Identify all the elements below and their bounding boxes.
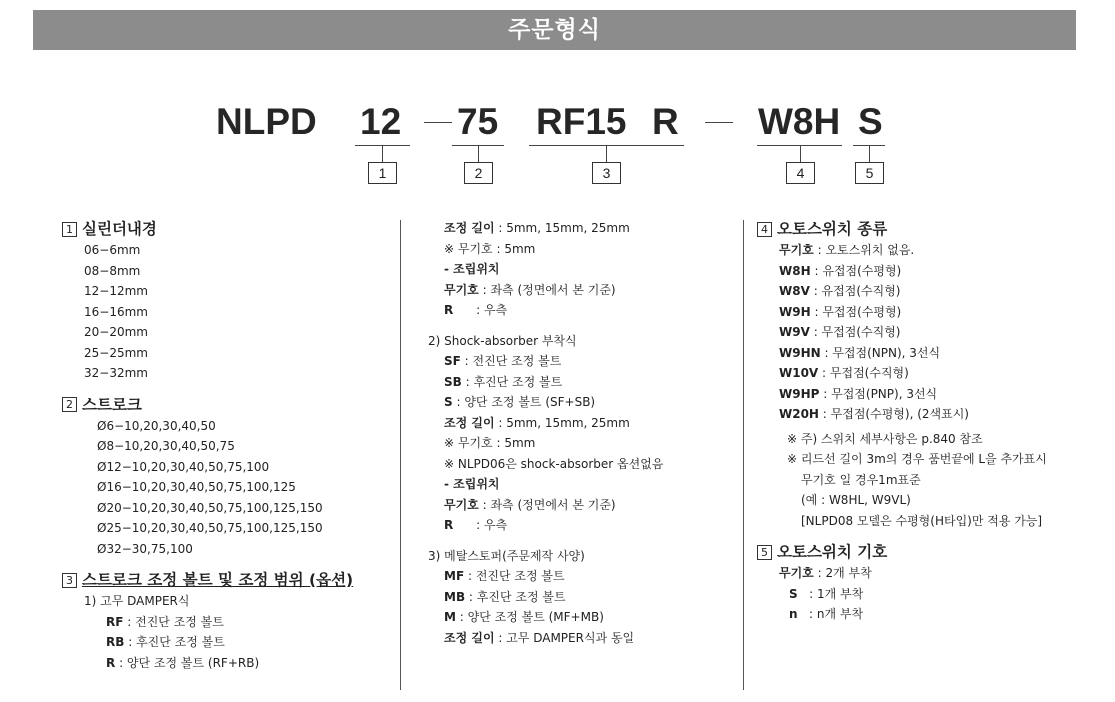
section-number-box: 5 bbox=[757, 545, 772, 560]
list-item: 무기호 : 좌측 (정면에서 본 기준) bbox=[444, 497, 616, 512]
section-stroke bbox=[62, 394, 392, 416]
note: [NLPD08 모델은 수평형(H타입)만 적용 가능] bbox=[801, 513, 1043, 528]
note: 무기호 일 경우1m표준 bbox=[801, 472, 921, 487]
code-stroke: 75 bbox=[457, 101, 499, 142]
sub-heading: 2) Shock-absorber 부착식 bbox=[428, 333, 577, 348]
note: ※ 주) 스위치 세부사항은 p.840 참조 bbox=[787, 431, 983, 446]
index-box-4: 4 bbox=[786, 162, 815, 184]
code-position: R bbox=[652, 101, 679, 142]
list-item: MB : 후진단 조정 볼트 bbox=[444, 589, 566, 604]
list-item: 무기호 : 2개 부착 bbox=[779, 566, 872, 580]
list-item: W9HP : 무접점(PNP), 3선식 bbox=[779, 386, 938, 401]
code-connector-4 bbox=[800, 145, 801, 162]
list-item: MF : 전진단 조정 볼트 bbox=[444, 569, 565, 583]
list-item: 08−8mm bbox=[84, 263, 141, 278]
code-connector-5 bbox=[869, 145, 870, 162]
list-item: W8H : 유접점(수평형) bbox=[779, 263, 902, 278]
list-item: R : 양단 조정 볼트 (RF+RB) bbox=[106, 655, 260, 670]
section-title: 오토스위치 기호 bbox=[777, 543, 888, 561]
code-switch-qty: S bbox=[858, 101, 883, 142]
list-item: Ø8−10,20,30,40,50,75 bbox=[97, 439, 235, 453]
list-item: W9HN : 무접점(NPN), 3선식 bbox=[779, 345, 941, 360]
list-item: SB : 후진단 조정 볼트 bbox=[444, 374, 563, 389]
list-item: 12−12mm bbox=[84, 284, 148, 298]
code-connector-3 bbox=[606, 145, 607, 162]
list-item: W9V : 무접점(수직형) bbox=[779, 325, 901, 339]
list-item: 16−16mm bbox=[84, 304, 148, 319]
sub-heading: 3) 메탈스토퍼(주문제작 사양) bbox=[428, 548, 585, 563]
section-number-box: 4 bbox=[757, 222, 772, 237]
section-title: 스트로크 bbox=[82, 395, 142, 414]
section-title: 스트로크 조정 볼트 및 조정 범위 (옵션) bbox=[82, 571, 354, 589]
list-item: 무기호 : 오토스위치 없음. bbox=[779, 243, 915, 257]
index-box-1: 1 bbox=[368, 162, 397, 184]
note: ※ 리드선 길이 3m의 경우 품번끝에 L을 추가표시 bbox=[787, 452, 1047, 466]
column-3 bbox=[757, 218, 1097, 625]
column-divider-2 bbox=[743, 220, 744, 690]
list-item: 20−20mm bbox=[84, 325, 148, 339]
section-auto-switch-symbol bbox=[757, 541, 1097, 563]
list-item: Ø32−30,75,100 bbox=[97, 541, 193, 556]
page-title: 주문형식 bbox=[33, 10, 1076, 50]
list-item: Ø16−10,20,30,40,50,75,100,125 bbox=[97, 480, 296, 494]
index-box-5: 5 bbox=[855, 162, 884, 184]
list-item: Ø6−10,20,30,40,50 bbox=[97, 418, 216, 433]
sub-heading: - 조립위치 bbox=[444, 477, 500, 491]
code-bore: 12 bbox=[360, 101, 402, 142]
list-item: W10V : 무접점(수직형) bbox=[779, 366, 909, 380]
list-item: RF : 전진단 조정 볼트 bbox=[106, 614, 224, 629]
column-1 bbox=[62, 218, 392, 673]
section-title: 실린더내경 bbox=[82, 220, 157, 238]
list-item: RB : 후진단 조정 볼트 bbox=[106, 635, 225, 649]
code-switch: W8H bbox=[758, 101, 841, 142]
list-item: 25−25mm bbox=[84, 345, 148, 360]
section-stroke-adjust bbox=[62, 569, 392, 591]
note: ※ 무기호 : 5mm bbox=[444, 436, 536, 450]
index-box-3: 3 bbox=[592, 162, 621, 184]
sub-heading: - 조립위치 bbox=[444, 262, 500, 276]
list-item: 06−6mm bbox=[84, 243, 141, 257]
note: ※ NLPD06은 shock-absorber 옵션없음 bbox=[444, 456, 664, 471]
section-number-box: 1 bbox=[62, 222, 77, 237]
code-connector-1 bbox=[382, 145, 383, 162]
code-dash-2 bbox=[705, 122, 733, 123]
section-number-box: 3 bbox=[62, 573, 77, 588]
section-bore bbox=[62, 218, 392, 240]
list-item: n : n개 부착 bbox=[789, 607, 864, 621]
column-2 bbox=[428, 218, 739, 648]
list-item: R : 우측 bbox=[444, 303, 508, 317]
list-item: W20H : 무접점(수평형), (2색표시) bbox=[779, 407, 969, 421]
list-item: 조정 길이 : 5mm, 15mm, 25mm bbox=[444, 221, 630, 235]
list-item: 조정 길이 : 고무 DAMPER식과 동일 bbox=[444, 630, 635, 645]
list-item: Ø20−10,20,30,40,50,75,100,125,150 bbox=[97, 500, 323, 515]
list-item: S : 양단 조정 볼트 (SF+SB) bbox=[444, 395, 596, 409]
section-number-box: 2 bbox=[62, 397, 77, 412]
note: (예 : W8HL, W9VL) bbox=[801, 493, 911, 507]
code-series: NLPD bbox=[216, 101, 317, 142]
section-title: 오토스위치 종류 bbox=[777, 220, 888, 238]
note: ※ 무기호 : 5mm bbox=[444, 241, 536, 256]
section-auto-switch-type bbox=[757, 218, 1097, 240]
list-item: R : 우측 bbox=[444, 518, 508, 532]
list-item: M : 양단 조정 볼트 (MF+MB) bbox=[444, 610, 604, 624]
sub-heading: 1) 고무 DAMPER식 bbox=[84, 594, 190, 608]
list-item: W9H : 무접점(수평형) bbox=[779, 304, 902, 319]
list-item: SF : 전진단 조정 볼트 bbox=[444, 354, 562, 368]
list-item: 32−32mm bbox=[84, 366, 148, 380]
list-item: S : 1개 부착 bbox=[789, 586, 864, 601]
code-dash-1 bbox=[424, 122, 452, 123]
list-item: 무기호 : 좌측 (정면에서 본 기준) bbox=[444, 282, 616, 297]
list-item: Ø12−10,20,30,40,50,75,100 bbox=[97, 459, 270, 474]
column-divider-1 bbox=[400, 220, 401, 690]
list-item: Ø25−10,20,30,40,50,75,100,125,150 bbox=[97, 521, 323, 535]
index-box-2: 2 bbox=[464, 162, 493, 184]
list-item: W8V : 유접점(수직형) bbox=[779, 284, 901, 298]
code-connector-2 bbox=[478, 145, 479, 162]
code-adjust: RF15 bbox=[536, 101, 627, 142]
list-item: 조정 길이 : 5mm, 15mm, 25mm bbox=[444, 415, 630, 430]
